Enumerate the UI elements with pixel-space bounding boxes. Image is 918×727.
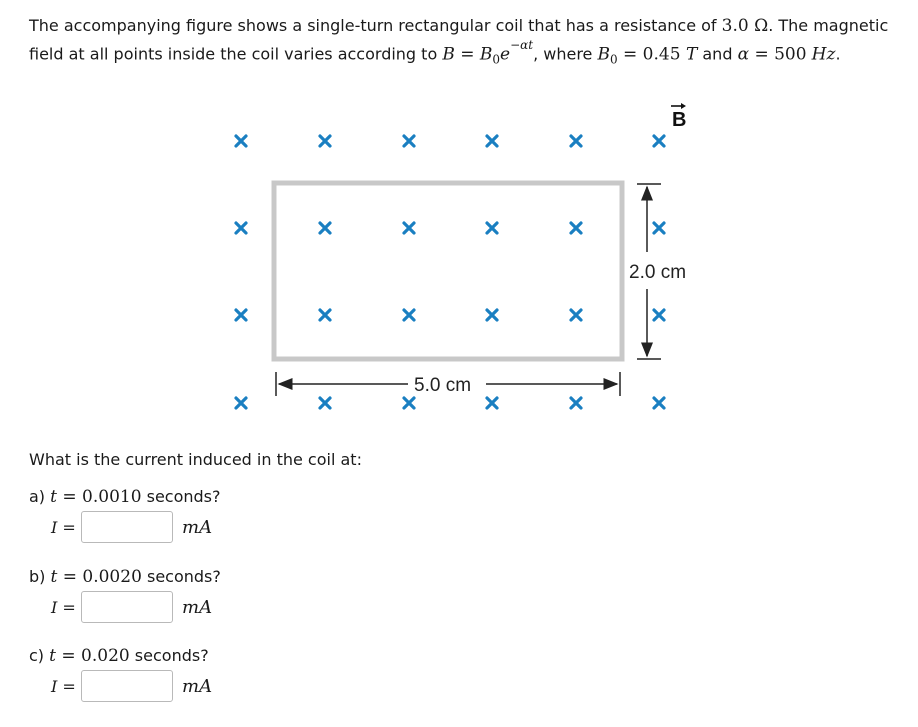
b0-subscript: 0	[609, 52, 618, 67]
field-marker-x	[236, 223, 246, 233]
b0-symbol: B	[597, 44, 610, 65]
formula-b: B	[442, 44, 455, 65]
part-b-current-input[interactable]	[81, 591, 173, 623]
part-a-unit: mA	[182, 516, 213, 538]
height-dimension	[629, 184, 686, 359]
field-marker-x	[320, 223, 330, 233]
part-c-answer-row	[51, 669, 212, 703]
field-marker-x	[571, 136, 581, 146]
field-marker-x	[487, 136, 497, 146]
part-b-answer-row	[51, 590, 212, 624]
formula-e: e	[500, 44, 511, 65]
part-b-unit: mA	[182, 596, 213, 618]
field-marker-x	[404, 398, 414, 408]
coil-rectangle	[274, 183, 622, 359]
part-c-t-value: = 0.020	[55, 646, 130, 666]
field-marker-x	[571, 398, 581, 408]
part-b-label	[29, 566, 221, 588]
field-marker-x	[571, 223, 581, 233]
alpha-symbol: α	[737, 44, 750, 65]
problem-text-4: .	[835, 44, 841, 64]
part-a	[29, 486, 221, 538]
part-b-current-label: I =	[51, 597, 76, 617]
text-and: and	[697, 44, 738, 64]
field-marker-x	[487, 310, 497, 320]
resistance-value: 3.0 Ω	[721, 16, 769, 36]
field-marker-x	[654, 223, 664, 233]
field-marker-x	[487, 398, 497, 408]
part-a-current-input[interactable]	[81, 511, 173, 543]
field-marker-x	[654, 310, 664, 320]
field-marker-x	[236, 310, 246, 320]
field-label-b: B	[672, 109, 687, 131]
field-marker-x	[487, 223, 497, 233]
alpha-unit: Hz	[811, 44, 836, 65]
field-marker-x	[404, 136, 414, 146]
part-b-letter: b)	[29, 567, 46, 586]
part-a-letter: a)	[29, 487, 46, 506]
part-c-letter: c)	[29, 646, 45, 665]
field-marker-x	[404, 223, 414, 233]
formula-b0-subscript: 0	[492, 52, 501, 67]
part-c-current-label: I =	[51, 676, 76, 696]
field-marker-x	[320, 310, 330, 320]
magnetic-field-markers	[236, 136, 664, 408]
field-marker-x	[654, 136, 664, 146]
problem-text-3: , where	[533, 44, 593, 64]
field-marker-x	[320, 398, 330, 408]
field-marker-x	[654, 398, 664, 408]
width-label: 5.0 cm	[414, 375, 472, 396]
field-marker-x	[404, 310, 414, 320]
alpha-value: = 500	[749, 44, 807, 65]
problem-text-2: . The magnetic field at all points inside the coil varies according to	[29, 16, 889, 64]
field-marker-x	[571, 310, 581, 320]
formula-b0: B	[479, 44, 493, 65]
part-c-current-input[interactable]	[81, 670, 173, 702]
part-a-answer-row	[51, 510, 212, 544]
b0-value: = 0.45	[617, 44, 686, 65]
part-b-t-value: = 0.0020	[57, 567, 142, 587]
part-a-label	[29, 486, 221, 508]
part-c-label	[29, 645, 209, 667]
part-b-t-symbol: t	[50, 567, 58, 587]
part-c-t-symbol: t	[49, 646, 56, 666]
part-c	[29, 645, 213, 697]
part-b	[29, 566, 221, 618]
part-a-t-symbol: t	[50, 487, 57, 507]
formula-exponent: −αt	[510, 38, 534, 52]
field-marker-x	[236, 136, 246, 146]
part-a-suffix: seconds?	[141, 487, 221, 506]
part-a-t-value: = 0.0010	[56, 487, 142, 507]
field-marker-x	[236, 398, 246, 408]
part-a-current-label: I =	[51, 517, 76, 537]
formula-equals: =	[454, 44, 480, 65]
height-label: 2.0 cm	[629, 262, 687, 283]
b0-unit: T	[685, 44, 698, 65]
part-c-suffix: seconds?	[129, 646, 209, 665]
width-dimension	[276, 372, 620, 396]
problem-text-1: The accompanying figure shows a single-turn rectangular coil that has a resistance of	[29, 16, 717, 35]
field-vector-label	[671, 103, 686, 131]
part-b-suffix: seconds?	[141, 567, 221, 586]
question-text: What is the current induced in the coil at:	[29, 450, 362, 469]
part-c-unit: mA	[182, 675, 213, 697]
field-marker-x	[320, 136, 330, 146]
